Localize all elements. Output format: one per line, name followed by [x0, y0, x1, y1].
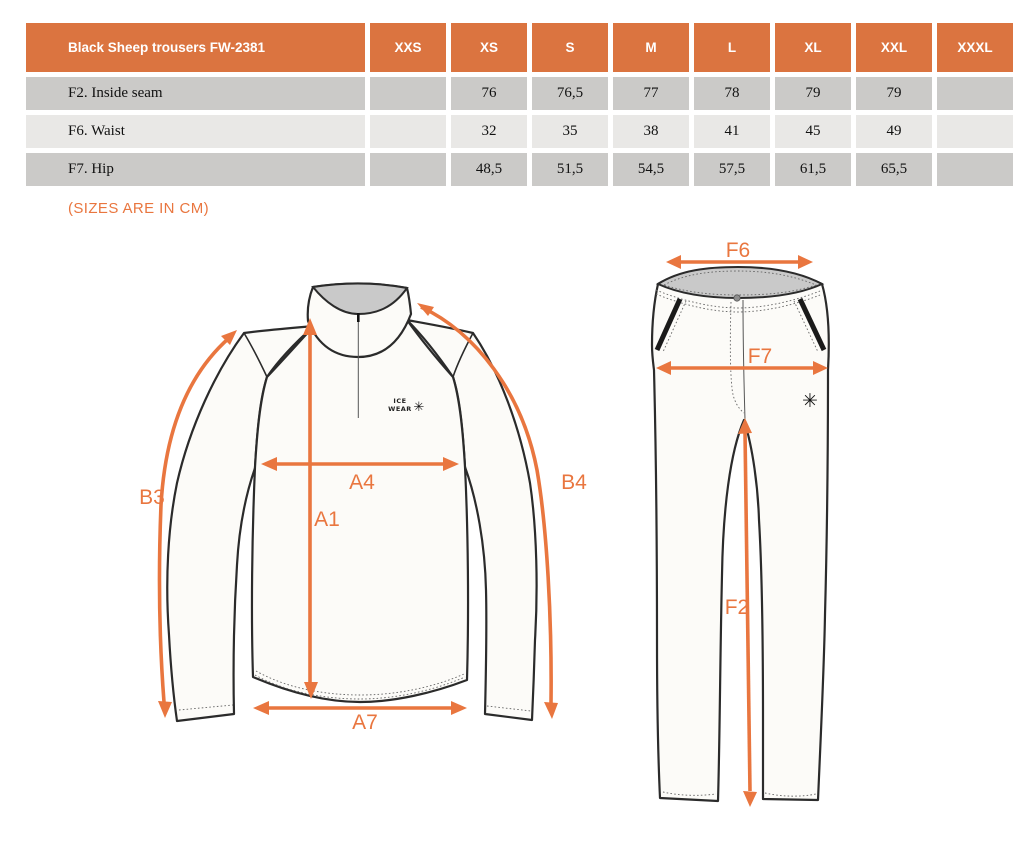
trousers-body [652, 268, 829, 801]
size-header-xxs: XXS [370, 23, 446, 72]
measure-label-a4: A4 [349, 471, 375, 494]
value-cell: 77 [613, 77, 689, 110]
measure-label-f6: F6 [725, 239, 751, 262]
measure-label-b3: B3 [139, 486, 165, 509]
table-header-row [26, 23, 1013, 72]
measure-label-f2: F2 [724, 596, 750, 619]
table-row-inside-seam [26, 77, 1013, 110]
value-cell: 51,5 [532, 153, 608, 186]
shirt-body [252, 320, 468, 702]
value-cell: 45 [775, 115, 851, 148]
measure-label-f7: F7 [747, 345, 773, 368]
size-header-xs: XS [451, 23, 527, 72]
value-cell: 57,5 [694, 153, 770, 186]
size-header-xl: XL [775, 23, 851, 72]
value-cell [370, 77, 446, 110]
value-cell: 35 [532, 115, 608, 148]
value-cell: 76,5 [532, 77, 608, 110]
value-cell [370, 115, 446, 148]
product-title-cell: Black Sheep trousers FW-2381 [26, 23, 365, 72]
value-cell [370, 153, 446, 186]
value-cell: 79 [775, 77, 851, 110]
size-header-xxxl: XXXL [937, 23, 1013, 72]
size-header-s: S [532, 23, 608, 72]
trousers-diagram [640, 240, 840, 835]
row-label: F7. Hip [26, 153, 365, 186]
table-row-hip [26, 153, 1013, 186]
zipper-pull [357, 313, 360, 322]
size-header-xxl: XXL [856, 23, 932, 72]
value-cell: 78 [694, 77, 770, 110]
measure-label-a7: A7 [352, 711, 378, 734]
value-cell [937, 77, 1013, 110]
value-cell: 41 [694, 115, 770, 148]
value-cell [937, 153, 1013, 186]
size-header-l: L [694, 23, 770, 72]
measure-a7 [253, 701, 467, 734]
value-cell: 54,5 [613, 153, 689, 186]
snowflake-icon: ✳ [413, 400, 425, 415]
measure-f6 [666, 239, 813, 269]
icewear-logo [388, 397, 424, 415]
row-label: F2. Inside seam [26, 77, 365, 110]
logo-text-wear: WEAR [388, 405, 412, 413]
snowflake-icon: ✳ [802, 390, 818, 412]
row-label: F6. Waist [26, 115, 365, 148]
value-cell: 79 [856, 77, 932, 110]
logo-text-ice: ICE [393, 397, 407, 405]
waist-button [734, 295, 740, 301]
sizes-in-cm-note: (SIZES ARE IN CM) [68, 200, 209, 217]
table-row-waist [26, 115, 1013, 148]
value-cell [937, 115, 1013, 148]
value-cell: 38 [613, 115, 689, 148]
value-cell: 61,5 [775, 153, 851, 186]
value-cell: 65,5 [856, 153, 932, 186]
measure-label-a1: A1 [314, 508, 340, 531]
value-cell: 49 [856, 115, 932, 148]
size-table [21, 18, 1018, 191]
value-cell: 76 [451, 77, 527, 110]
measure-label-b4: B4 [561, 471, 587, 494]
size-header-m: M [613, 23, 689, 72]
value-cell: 32 [451, 115, 527, 148]
value-cell: 48,5 [451, 153, 527, 186]
shirt-diagram [130, 240, 600, 755]
